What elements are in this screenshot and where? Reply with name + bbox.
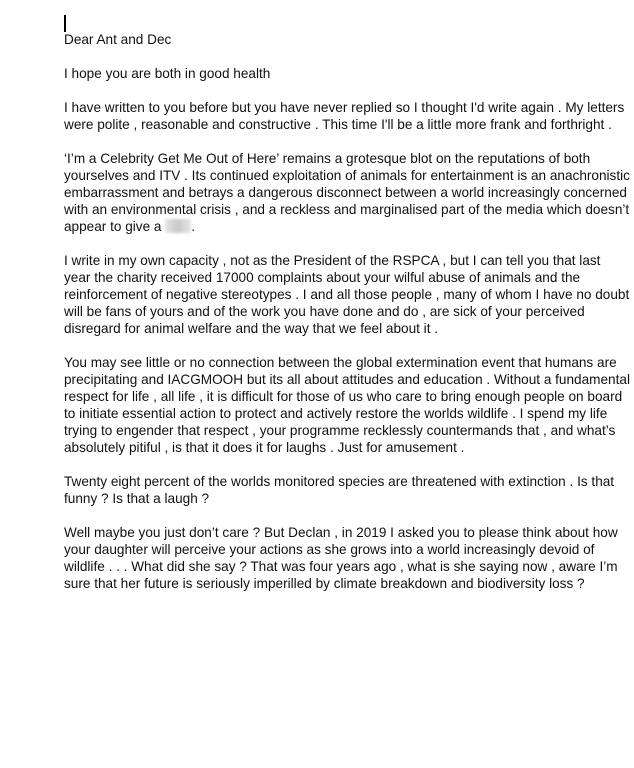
paragraph-extermination-event: You may see little or no connection between the global extermination event that humans are precipitating and IACGMOOH but its all about attitudes and education . Without a fundamental respect for life , all life , it is difficult for those of us who care to bring enough people on board to initiate essential action to protect and actively restore the worlds wildlife . I spend my life trying to engender that respect , your programme recklessly countermands that , and what’s absolutely pitiful , is that it does it for laughs . Just for amusement . — [64, 355, 630, 455]
paragraph-show-criticism-end: . — [191, 219, 196, 234]
paragraph-rspca-complaints: I write in my own capacity , not as the President of the RSPCA , but I can tell you that last year the charity received 17000 complaints about your wilful abuse of animals and the reinforcement of negative stereotypes . I and all those people , many of whom I have no doubt will be fans of yours and of the work you have done and do , are sick of your perceived disregard for animal welfare and the way that we feel about it . — [64, 253, 630, 336]
salutation: Dear Ant and Dec — [64, 32, 172, 47]
paragraph-greeting: I hope you are both in good health — [64, 66, 271, 81]
paragraph-extinction: Twenty eight percent of the worlds monitored species are threatened with extinction . Is that funny ? Is that a laugh ? — [64, 474, 615, 506]
letter-body — [64, 31, 630, 609]
paragraph-show-criticism — [64, 150, 630, 235]
redacted-word — [165, 219, 191, 233]
text-cursor — [64, 15, 66, 32]
paragraph-show-criticism-text: ‘I’m a Celebrity Get Me Out of Here’ remains a grotesque blot on the reputations of both yourselves and ITV . Its continued exploitation of animals for entertainment is an anachronistic embarrassment and betrays a dangerous disconnect between a world increasingly concerned with an environmental crisis , and a reckless and marginalised part of the media which doesn’t appear to give a — [64, 151, 630, 234]
paragraph-previous-letters: I have written to you before but you have never replied so I thought I'd write again . My letters were polite , reasonable and constructive . This time I'll be a little more frank and forthright . — [64, 100, 625, 132]
paragraph-daughter: Well maybe you just don’t care ? But Declan , in 2019 I asked you to please think about how your daughter will perceive your actions as she grows into a world increasingly devoid of wildlife . . . What did she say ? That was four years ago , what is she saying now , aware I’m sure that her future is seriously imperilled by climate breakdown and biodiversity loss ? — [64, 525, 618, 591]
